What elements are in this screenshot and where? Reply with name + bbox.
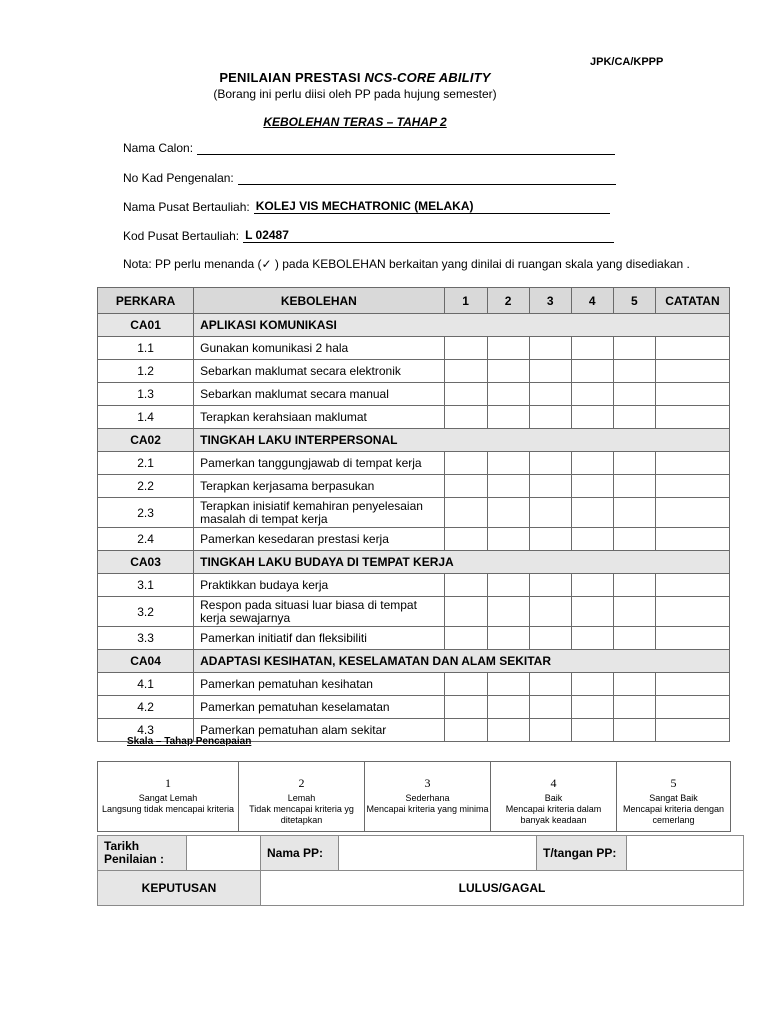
scale-5-checkbox[interactable] xyxy=(613,597,655,627)
field-label: Kod Pusat Bertauliah: xyxy=(123,229,240,243)
signoff-table xyxy=(97,835,744,906)
table-row xyxy=(98,673,730,696)
category-row xyxy=(98,551,730,574)
item-number: 1.4 xyxy=(98,406,194,429)
item-number: 3.2 xyxy=(98,597,194,627)
scale-3-checkbox[interactable] xyxy=(529,360,571,383)
scale-1-checkbox[interactable] xyxy=(444,360,487,383)
table-body xyxy=(98,314,730,742)
scale-level-desc: Mencapai kriteria dalam banyak keadaan xyxy=(505,804,602,825)
scale-2-checkbox[interactable] xyxy=(487,360,529,383)
scale-level-cell xyxy=(239,762,365,832)
category-code: CA02 xyxy=(98,429,194,452)
scale-1-checkbox[interactable] xyxy=(444,452,487,475)
header-scale-2: 2 xyxy=(487,288,529,314)
scale-1-checkbox[interactable] xyxy=(444,383,487,406)
item-description: Sebarkan maklumat secara elektronik xyxy=(194,360,444,383)
scale-5-checkbox[interactable] xyxy=(613,360,655,383)
scale-row xyxy=(98,762,731,832)
scale-4-checkbox[interactable] xyxy=(571,673,613,696)
scale-1-checkbox[interactable] xyxy=(444,528,487,551)
title-italic: NCS-CORE ABILITY xyxy=(364,70,491,85)
item-description: Terapkan kerahsiaan maklumat xyxy=(194,406,444,429)
catatan-cell[interactable] xyxy=(655,406,729,429)
category-row xyxy=(98,314,730,337)
scale-3-checkbox[interactable] xyxy=(529,475,571,498)
field-label: Nama Pusat Bertauliah: xyxy=(123,200,250,214)
scale-level-num: 3 xyxy=(424,776,431,790)
scale-5-checkbox[interactable] xyxy=(613,574,655,597)
ttangan-input[interactable] xyxy=(627,836,744,871)
scale-4-checkbox[interactable] xyxy=(571,597,613,627)
catatan-cell[interactable] xyxy=(655,528,729,551)
scale-3-checkbox[interactable] xyxy=(529,406,571,429)
scale-5-checkbox[interactable] xyxy=(613,383,655,406)
category-label: TINGKAH LAKU BUDAYA DI TEMPAT KERJA xyxy=(194,551,730,574)
item-description: Terapkan inisiatif kemahiran penyelesaian masalah di tempat kerja xyxy=(194,498,444,528)
scale-level-name: Baik xyxy=(544,793,563,803)
scale-4-checkbox[interactable] xyxy=(571,528,613,551)
table-row xyxy=(98,627,730,650)
scale-2-checkbox[interactable] xyxy=(487,673,529,696)
scale-level-num: 2 xyxy=(298,776,305,790)
item-number: 2.3 xyxy=(98,498,194,528)
page-subtitle: (Borang ini perlu diisi oleh PP pada hujung semester) xyxy=(213,87,497,101)
item-number: 4.3 xyxy=(98,719,194,742)
category-code: CA03 xyxy=(98,551,194,574)
scale-4-checkbox[interactable] xyxy=(571,475,613,498)
scale-2-checkbox[interactable] xyxy=(487,383,529,406)
catatan-cell[interactable] xyxy=(655,627,729,650)
item-number: 2.2 xyxy=(98,475,194,498)
scale-level-cell xyxy=(617,762,731,832)
item-description: Pamerkan initiatif dan fleksibiliti xyxy=(194,627,444,650)
scale-5-checkbox[interactable] xyxy=(613,696,655,719)
field-no-kad xyxy=(123,171,616,185)
scale-3-checkbox[interactable] xyxy=(529,627,571,650)
scale-3-checkbox[interactable] xyxy=(529,383,571,406)
scale-title: Skala – Tahap Pencapaian xyxy=(127,736,252,747)
scale-4-checkbox[interactable] xyxy=(571,696,613,719)
category-row xyxy=(98,429,730,452)
header-perkara: PERKARA xyxy=(98,288,194,314)
keputusan-value[interactable]: LULUS/GAGAL xyxy=(261,871,744,906)
scale-4-checkbox[interactable] xyxy=(571,498,613,528)
header-kebolehan: KEBOLEHAN xyxy=(194,288,444,314)
table-row xyxy=(98,360,730,383)
scale-1-checkbox[interactable] xyxy=(444,574,487,597)
category-row xyxy=(98,650,730,673)
scale-4-checkbox[interactable] xyxy=(571,627,613,650)
scale-2-checkbox[interactable] xyxy=(487,528,529,551)
scale-5-checkbox[interactable] xyxy=(613,528,655,551)
scale-5-checkbox[interactable] xyxy=(613,475,655,498)
scale-level-num: 5 xyxy=(670,776,677,790)
assessment-table xyxy=(97,287,730,742)
item-number: 1.2 xyxy=(98,360,194,383)
header-scale-1: 1 xyxy=(444,288,487,314)
item-description: Pamerkan pematuhan alam sekitar xyxy=(194,719,444,742)
catatan-cell[interactable] xyxy=(655,475,729,498)
catatan-cell[interactable] xyxy=(655,383,729,406)
ttangan-label: T/tangan PP: xyxy=(537,836,627,871)
item-description: Pamerkan pematuhan kesihatan xyxy=(194,673,444,696)
table-row xyxy=(98,498,730,528)
scale-level-num: 1 xyxy=(165,776,171,790)
scale-level-desc: Mencapai kriteria dengan cemerlang xyxy=(622,804,725,825)
tarikh-input[interactable] xyxy=(187,836,261,871)
scale-4-checkbox[interactable] xyxy=(571,452,613,475)
nama-pp-input[interactable] xyxy=(339,836,537,871)
scale-3-checkbox[interactable] xyxy=(529,528,571,551)
nama-pusat-input[interactable]: KOLEJ VIS MECHATRONIC (MELAKA) xyxy=(254,200,610,214)
table-header-row xyxy=(98,288,730,314)
catatan-cell[interactable] xyxy=(655,574,729,597)
scale-2-checkbox[interactable] xyxy=(487,597,529,627)
field-kod-pusat xyxy=(123,229,614,243)
scale-3-checkbox[interactable] xyxy=(529,498,571,528)
nota-text: Nota: PP perlu menanda (✓ ) pada KEBOLEHAN berkaitan yang dinilai di ruangan skala yang disediakan . xyxy=(123,257,690,271)
scale-1-checkbox[interactable] xyxy=(444,597,487,627)
scale-1-checkbox[interactable] xyxy=(444,627,487,650)
scale-level-cell xyxy=(98,762,239,832)
catatan-cell[interactable] xyxy=(655,597,729,627)
item-number: 3.3 xyxy=(98,627,194,650)
catatan-cell[interactable] xyxy=(655,337,729,360)
scale-5-checkbox[interactable] xyxy=(613,337,655,360)
item-number: 4.1 xyxy=(98,673,194,696)
scale-5-checkbox[interactable] xyxy=(613,452,655,475)
item-number: 4.2 xyxy=(98,696,194,719)
field-label: No Kad Pengenalan: xyxy=(123,171,234,185)
item-description: Respon pada situasi luar biasa di tempat kerja sewajarnya xyxy=(194,597,444,627)
scale-1-checkbox[interactable] xyxy=(444,673,487,696)
scale-level-num: 4 xyxy=(550,776,557,790)
catatan-cell[interactable] xyxy=(655,360,729,383)
table-row xyxy=(98,337,730,360)
category-label: ADAPTASI KESIHATAN, KESELAMATAN DAN ALAM SEKITAR xyxy=(194,650,730,673)
scale-level-name: Sederhana xyxy=(405,793,450,803)
category-code: CA01 xyxy=(98,314,194,337)
category-label: TINGKAH LAKU INTERPERSONAL xyxy=(194,429,730,452)
tarikh-label: Tarikh Penilaian : xyxy=(98,836,187,871)
scale-1-checkbox[interactable] xyxy=(444,696,487,719)
item-description: Pamerkan kesedaran prestasi kerja xyxy=(194,528,444,551)
scale-3-checkbox[interactable] xyxy=(529,574,571,597)
item-number: 3.1 xyxy=(98,574,194,597)
item-description: Pamerkan tanggungjawab di tempat kerja xyxy=(194,452,444,475)
scale-1-checkbox[interactable] xyxy=(444,498,487,528)
scale-4-checkbox[interactable] xyxy=(571,360,613,383)
item-description: Terapkan kerjasama berpasukan xyxy=(194,475,444,498)
scale-3-checkbox[interactable] xyxy=(529,696,571,719)
scale-level-cell xyxy=(491,762,617,832)
scale-level-cell xyxy=(365,762,491,832)
catatan-cell[interactable] xyxy=(655,498,729,528)
scale-level-name: Lemah xyxy=(287,793,316,803)
keputusan-label: KEPUTUSAN xyxy=(98,871,261,906)
scale-1-checkbox[interactable] xyxy=(444,337,487,360)
category-code: CA04 xyxy=(98,650,194,673)
catatan-cell[interactable] xyxy=(655,673,729,696)
scale-5-checkbox[interactable] xyxy=(613,627,655,650)
keputusan-row xyxy=(98,871,744,906)
header-scale-5: 5 xyxy=(613,288,655,314)
scale-2-checkbox[interactable] xyxy=(487,696,529,719)
title-main: PENILAIAN PRESTASI xyxy=(219,70,365,85)
header-scale-4: 4 xyxy=(571,288,613,314)
item-number: 2.4 xyxy=(98,528,194,551)
scale-level-name: Sangat Baik xyxy=(649,793,698,803)
nama-pp-label: Nama PP: xyxy=(261,836,339,871)
item-description: Sebarkan maklumat secara manual xyxy=(194,383,444,406)
scale-2-checkbox[interactable] xyxy=(487,627,529,650)
table-row xyxy=(98,597,730,627)
header-scale-3: 3 xyxy=(529,288,571,314)
scale-table xyxy=(97,761,731,832)
scale-level-desc: Tidak mencapai kriteria yg ditetapkan xyxy=(249,804,354,825)
table-row xyxy=(98,452,730,475)
scale-5-checkbox[interactable] xyxy=(613,498,655,528)
section-title: KEBOLEHAN TERAS – TAHAP 2 xyxy=(263,115,447,129)
scale-3-checkbox[interactable] xyxy=(529,337,571,360)
item-description: Pamerkan pematuhan keselamatan xyxy=(194,696,444,719)
table-row xyxy=(98,696,730,719)
scale-5-checkbox[interactable] xyxy=(613,406,655,429)
scale-level-desc: Langsung tidak mencapai kriteria xyxy=(101,804,235,814)
item-description: Praktikkan budaya kerja xyxy=(194,574,444,597)
catatan-cell[interactable] xyxy=(655,696,729,719)
table-row xyxy=(98,574,730,597)
nama-calon-input[interactable] xyxy=(197,141,615,155)
page-title xyxy=(0,70,710,85)
scale-level-desc: Mencapai kriteria yang minima xyxy=(366,804,489,814)
scale-2-checkbox[interactable] xyxy=(487,574,529,597)
scale-4-checkbox[interactable] xyxy=(571,337,613,360)
catatan-cell[interactable] xyxy=(655,719,729,742)
scale-5-checkbox[interactable] xyxy=(613,673,655,696)
scale-level-name: Sangat Lemah xyxy=(138,793,198,803)
signoff-row xyxy=(98,836,744,871)
table-row xyxy=(98,528,730,551)
scale-4-checkbox[interactable] xyxy=(571,383,613,406)
table-row xyxy=(98,383,730,406)
field-label: Nama Calon: xyxy=(123,141,194,155)
no-kad-input[interactable] xyxy=(238,171,616,185)
scale-4-checkbox[interactable] xyxy=(571,406,613,429)
scale-2-checkbox[interactable] xyxy=(487,452,529,475)
scale-1-checkbox[interactable] xyxy=(444,719,487,742)
table-row xyxy=(98,406,730,429)
scale-2-checkbox[interactable] xyxy=(487,337,529,360)
catatan-cell[interactable] xyxy=(655,452,729,475)
scale-1-checkbox[interactable] xyxy=(444,475,487,498)
field-nama-pusat xyxy=(123,200,610,214)
scale-2-checkbox[interactable] xyxy=(487,498,529,528)
scale-3-checkbox[interactable] xyxy=(529,673,571,696)
kod-pusat-input[interactable]: L 02487 xyxy=(243,229,614,243)
table-row xyxy=(98,475,730,498)
item-description: Gunakan komunikasi 2 hala xyxy=(194,337,444,360)
scale-1-checkbox[interactable] xyxy=(444,406,487,429)
item-number: 2.1 xyxy=(98,452,194,475)
field-nama-calon xyxy=(123,141,615,155)
scale-4-checkbox[interactable] xyxy=(571,574,613,597)
scale-3-checkbox[interactable] xyxy=(529,597,571,627)
category-label: APLIKASI KOMUNIKASI xyxy=(194,314,730,337)
header-catatan: CATATAN xyxy=(655,288,729,314)
scale-3-checkbox[interactable] xyxy=(529,719,571,742)
scale-2-checkbox[interactable] xyxy=(487,406,529,429)
scale-5-checkbox[interactable] xyxy=(613,719,655,742)
item-number: 1.1 xyxy=(98,337,194,360)
scale-2-checkbox[interactable] xyxy=(487,475,529,498)
item-number: 1.3 xyxy=(98,383,194,406)
form-reference-code: JPK/CA/KPPP xyxy=(590,56,664,68)
scale-3-checkbox[interactable] xyxy=(529,452,571,475)
scale-2-checkbox[interactable] xyxy=(487,719,529,742)
scale-4-checkbox[interactable] xyxy=(571,719,613,742)
